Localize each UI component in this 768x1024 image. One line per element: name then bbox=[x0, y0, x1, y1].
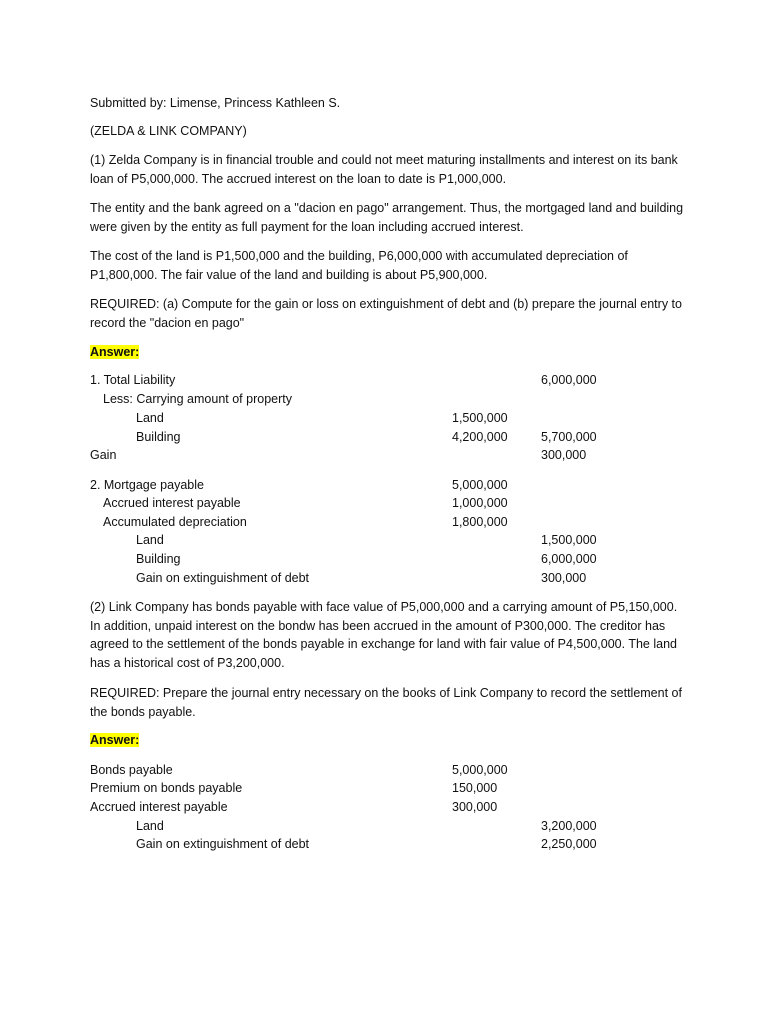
row-debit: 150,000 bbox=[452, 781, 498, 795]
journal-row bbox=[0, 550, 768, 568]
problem2-statement: (2) Link Company has bonds payable with face value of P5,000,000 and a carrying amount of P5,150,000. In addition, unpaid interest on the bondw has been accrued in the amount of P300,000. The creditor has agreed to the settlement of the bonds payable in exchange for land with fair value of P4,500,000. The land has a historical cost of P3,200,000. bbox=[90, 600, 678, 670]
journal-row bbox=[0, 779, 768, 797]
row-debit: 300,000 bbox=[452, 800, 498, 814]
row-label: Land bbox=[136, 819, 164, 833]
row-amount-1: 1,500,000 bbox=[452, 411, 508, 425]
table-row bbox=[0, 428, 768, 446]
journal-row bbox=[0, 835, 768, 853]
row-debit: 1,800,000 bbox=[452, 515, 508, 529]
row-label: 1. Total Liability bbox=[90, 373, 176, 387]
problem2-required: REQUIRED: Prepare the journal entry necessary on the books of Link Company to record the settlement of the bonds payable. bbox=[90, 686, 682, 719]
problem1-cost: The cost of the land is P1,500,000 and the building, P6,000,000 with accumulated depreciation of P1,800,000. The fair value of the land and building is about P5,900,000. bbox=[90, 249, 628, 282]
journal-row bbox=[0, 513, 768, 531]
row-label: Building bbox=[136, 430, 181, 444]
table-row bbox=[0, 390, 768, 408]
row-debit: 5,000,000 bbox=[452, 478, 508, 492]
row-label: Accrued interest payable bbox=[103, 496, 241, 510]
row-credit: 3,200,000 bbox=[541, 819, 597, 833]
company-title: (ZELDA & LINK COMPANY) bbox=[90, 124, 247, 138]
row-credit: 2,250,000 bbox=[541, 837, 597, 851]
row-amount-2: 300,000 bbox=[541, 448, 587, 462]
row-credit: 6,000,000 bbox=[541, 552, 597, 566]
table-row bbox=[0, 446, 768, 464]
table-row bbox=[0, 371, 768, 389]
row-label: Gain on extinguishment of debt bbox=[136, 837, 310, 851]
row-amount-1: 4,200,000 bbox=[452, 430, 508, 444]
row-debit: 5,000,000 bbox=[452, 763, 508, 777]
row-amount-2: 5,700,000 bbox=[541, 430, 597, 444]
problem1-required: REQUIRED: (a) Compute for the gain or loss on extinguishment of debt and (b) prepare the journal entry to record the "dacion en pago" bbox=[90, 297, 682, 330]
row-label: Bonds payable bbox=[90, 763, 173, 777]
row-label: 2. Mortgage payable bbox=[90, 478, 204, 492]
journal-row bbox=[0, 531, 768, 549]
table-row bbox=[0, 409, 768, 427]
row-label: Building bbox=[136, 552, 181, 566]
row-amount-2: 6,000,000 bbox=[541, 373, 597, 387]
problem1-statement: (1) Zelda Company is in financial trouble and could not meet maturing installments and interest on its bank loan of P5,000,000. The accrued interest on the loan to date is P1,000,000. bbox=[90, 153, 678, 186]
row-label: Less: Carrying amount of property bbox=[103, 392, 292, 406]
journal-row bbox=[0, 494, 768, 512]
row-label: Gain bbox=[90, 448, 117, 462]
row-debit: 1,000,000 bbox=[452, 496, 508, 510]
problem1-answer-line bbox=[90, 343, 690, 362]
answer-label: Answer: bbox=[90, 345, 140, 359]
row-label: Accumulated depreciation bbox=[103, 515, 247, 529]
problem1-arrangement: The entity and the bank agreed on a "dacion en pago" arrangement. Thus, the mortgaged land and building were given by the entity as full payment for the loan including accrued interest. bbox=[90, 201, 684, 234]
row-credit: 1,500,000 bbox=[541, 533, 597, 547]
row-label: Land bbox=[136, 411, 164, 425]
journal-row bbox=[0, 569, 768, 587]
journal-row bbox=[0, 476, 768, 494]
row-label: Gain on extinguishment of debt bbox=[136, 571, 310, 585]
answer-label: Answer: bbox=[90, 733, 140, 747]
row-credit: 300,000 bbox=[541, 571, 587, 585]
submitted-by: Submitted by: Limense, Princess Kathleen S. bbox=[90, 96, 341, 110]
problem2-answer-line bbox=[90, 731, 690, 750]
journal-row bbox=[0, 798, 768, 816]
journal-row bbox=[0, 817, 768, 835]
row-label: Accrued interest payable bbox=[90, 800, 228, 814]
journal-row bbox=[0, 761, 768, 779]
row-label: Premium on bonds payable bbox=[90, 781, 243, 795]
row-label: Land bbox=[136, 533, 164, 547]
